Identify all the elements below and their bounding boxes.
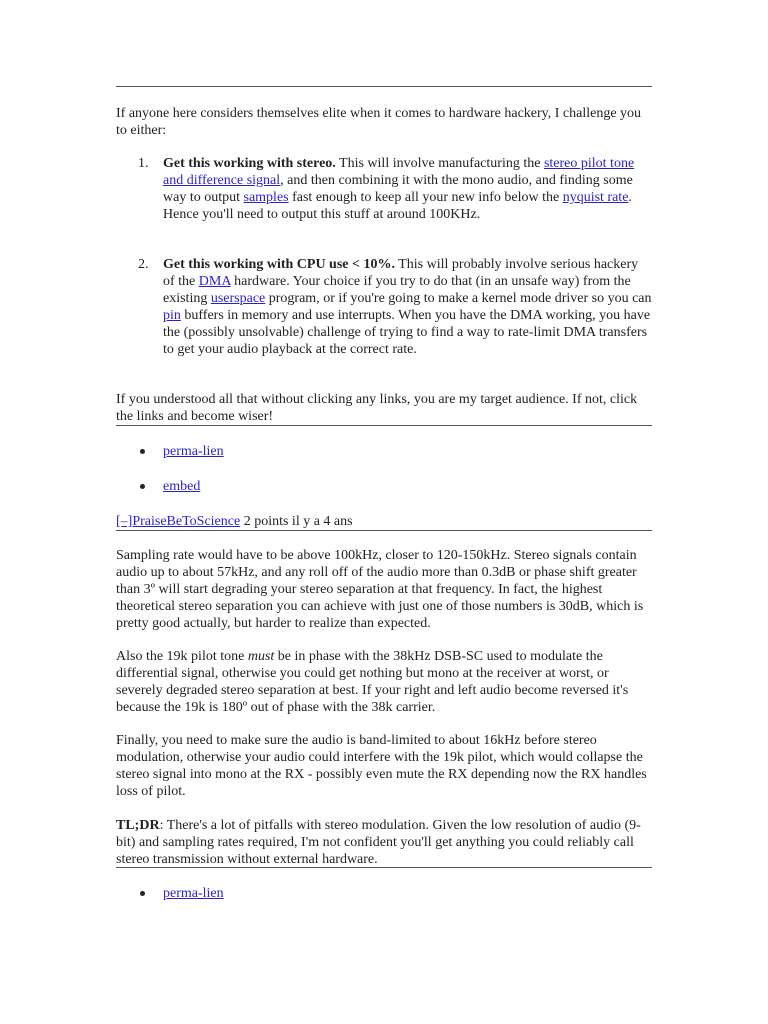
top-divider	[116, 86, 652, 87]
challenge-heading: Get this working with stereo.	[163, 156, 336, 171]
collapse-toggle[interactable]: [–]	[116, 514, 133, 529]
post-intro: If anyone here considers themselves elite when it comes to hardware hackery, I challenge you to either:	[116, 106, 642, 138]
comment-author-link[interactable]: PraiseBeToScience	[132, 514, 241, 529]
samples-link[interactable]: samples	[243, 190, 289, 205]
embed-link[interactable]: embed	[163, 479, 201, 494]
bullet-icon	[140, 891, 145, 896]
challenge-heading: Get this working with CPU use < 10%.	[163, 257, 395, 272]
comment-header	[116, 513, 652, 530]
pin-link[interactable]: pin	[163, 308, 181, 323]
challenge-item-2: 2. Get this working with CPU use < 10%. This will probably involve serious hackery of the DMA hardware. Your choice if you try to do that (in an unsafe way) from the existing userspace program, or if you're going to make a kernel mode driver so you can pin buffers in memory and use interrupts. When you have the DMA working, you have the (possibly unsolvable) challenge of trying to find a way to rate-limit DMA transfers to get your audio playback at the correct rate.	[138, 257, 652, 357]
post-divider	[116, 425, 652, 426]
list-number: 1.	[138, 156, 149, 171]
comment-divider	[116, 530, 652, 531]
userspace-link[interactable]: userspace	[210, 291, 266, 306]
bullet-icon	[140, 484, 145, 489]
bullet-icon	[140, 449, 145, 454]
dma-link[interactable]: DMA	[198, 274, 231, 289]
nyquist-rate-link[interactable]: nyquist rate	[562, 190, 629, 205]
comment-paragraph: Finally, you need to make sure the audio is band-limited to about 16kHz before stereo modulation, otherwise your audio could interfere with the 19k pilot, which would collapse the stereo signal into mono at the RX - possibly even mute the RX depending now the RX handles loss of pilot.	[116, 733, 647, 799]
comment-bottom-divider	[116, 867, 652, 868]
list-number: 2.	[138, 257, 149, 272]
list-item	[116, 443, 224, 460]
list-item	[116, 478, 200, 495]
stereo-pilot-link[interactable]: stereo pilot tone and difference signal	[163, 156, 635, 188]
challenge-item-1: 1. Get this working with stereo. This will involve manufacturing the stereo pilot tone and difference signal, and then combining it with the mono audio, and finding some way to output samples fast enough to keep all your new info below the nyquist rate. Hence you'll need to output this stuff at around 100KHz.	[138, 156, 635, 222]
comment-paragraph: Sampling rate would have to be above 100kHz, closer to 120-150kHz. Stereo signals contain audio up to about 57kHz, and any roll off of the audio more than 0.3dB or phase shift greater than 3º will start degrading your stereo separation at that frequency. In fact, the highest theoretical stereo separation you can achieve with just one of those numbers is 30dB, which is pretty good actually, but harder to realize than expected.	[116, 548, 644, 631]
list-item	[116, 885, 224, 902]
permalink-link[interactable]: perma-lien	[163, 444, 224, 459]
permalink-link[interactable]: perma-lien	[163, 886, 224, 901]
comment-paragraph: Also the 19k pilot tone must be in phase with the 38kHz DSB-SC used to modulate the differential signal, otherwise you could get nothing but mono at the receiver at worst, or severely degraded stereo separation at best. If your right and left audio become reversed it's because the 19k is 180º out of phase with the 38k carrier.	[116, 649, 629, 715]
comment-meta: 2 points il y a 4 ans	[240, 514, 353, 529]
post-outro: If you understood all that without clicking any links, you are my target audience. If not, click the links and become wiser!	[116, 392, 638, 424]
comment-paragraph: TL;DR: There's a lot of pitfalls with stereo modulation. Given the low resolution of audio (9-bit) and sampling rates required, I'm not confident you'll get anything you could reliably call stereo transmission without external hardware.	[116, 818, 641, 867]
